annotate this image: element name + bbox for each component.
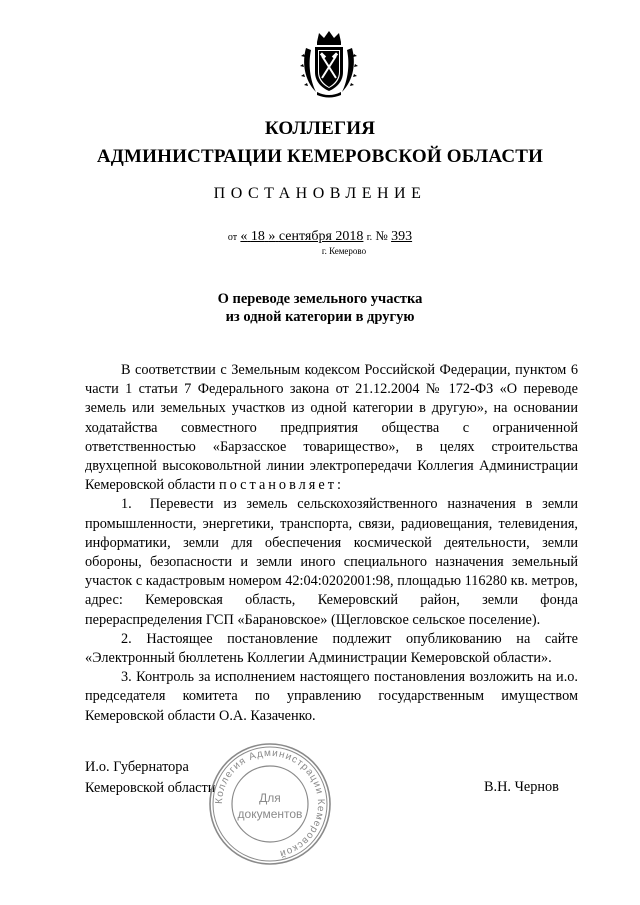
subject-line-2: из одной категории в другую (225, 309, 415, 325)
number-label: № (375, 228, 388, 243)
stamp-ring-text: Коллегия Администрации Кемеровской (213, 747, 327, 860)
org-title-line-1: КОЛЛЕГИЯ (264, 118, 376, 139)
intro-main-text: В соответствии с Земельным кодексом Российской Федерации, пунктом 6 части 1 статьи 7 Федерального закона от 21.12.2004 № 172-ФЗ «О переводе земель или земельных участков из одной категории в другую», на основании ходатайства совместного предприятия общества с ограниченной ответственностью «Барзасское товарищество», в целях строительства двухцепной высоковольтной линии электропередачи Коллегия Администрации Кемеровской области (85, 362, 578, 494)
stamp-center-line-2: документов (237, 807, 303, 821)
org-title-line-2: АДМИНИСТРАЦИИ КЕМЕРОВСКОЙ ОБЛАСТИ (96, 146, 544, 167)
date-number-line (0, 228, 640, 245)
item-2-paragraph: 2. Настоящее постановление подлежит опубликованию на сайте «Электронный бюллетень Коллегии Администрации Кемеровской области». (85, 630, 578, 667)
signer-title-line-2: Кемеровской области (85, 780, 216, 796)
subject-line-1: О переводе земельного участка (217, 291, 423, 307)
item-1-paragraph (85, 495, 578, 629)
date-year-suffix: г. (366, 232, 373, 243)
coat-of-arms-emblem (300, 28, 358, 100)
signer-name: В.Н. Чернов (484, 779, 559, 795)
date-quote-close: » (268, 229, 276, 244)
document-body (85, 361, 578, 726)
item-1-text: Перевести из земель сельскохозяйственного назначения в земли промышленности, энергетики, транспорта, связи, радиовещания, телевидения, информатики, земли для обеспечения космической деятельности, земли обороны, безопасности и земли иного специального назначения земельный участок с кадастровым номером 42:04:0202001:98, площадью 116280 кв. метров, адрес: Кемеровская область, Кемеровский район, земли фонда перераспределения ГСП «Барановское» (Щегловское сельское поселение). (85, 496, 578, 628)
date-day: 18 (250, 229, 265, 244)
date-month-year: сентября 2018 (278, 229, 364, 244)
document-type: ПОСТАНОВЛЕНИЕ (213, 185, 427, 202)
date-quote-open: « (240, 229, 248, 244)
stamp-center-line-1: Для (259, 791, 281, 805)
signer-title-line-1: И.о. Губернатора (85, 759, 189, 775)
document-number: 393 (391, 229, 413, 244)
item-3-paragraph: 3. Контроль за исполнением настоящего постановления возложить на и.о. председателя комитета по управлению государственным имуществом Кемеровской области О.А. Казаченко. (85, 669, 578, 724)
city-label: г. Кемерово (321, 246, 367, 256)
date-from-label: от (227, 232, 238, 243)
intro-paragraph (85, 361, 578, 495)
item-1-number: 1. (121, 496, 132, 513)
official-stamp (208, 742, 332, 866)
intro-action-text: постановляет: (219, 477, 344, 494)
signer-title (85, 757, 215, 799)
